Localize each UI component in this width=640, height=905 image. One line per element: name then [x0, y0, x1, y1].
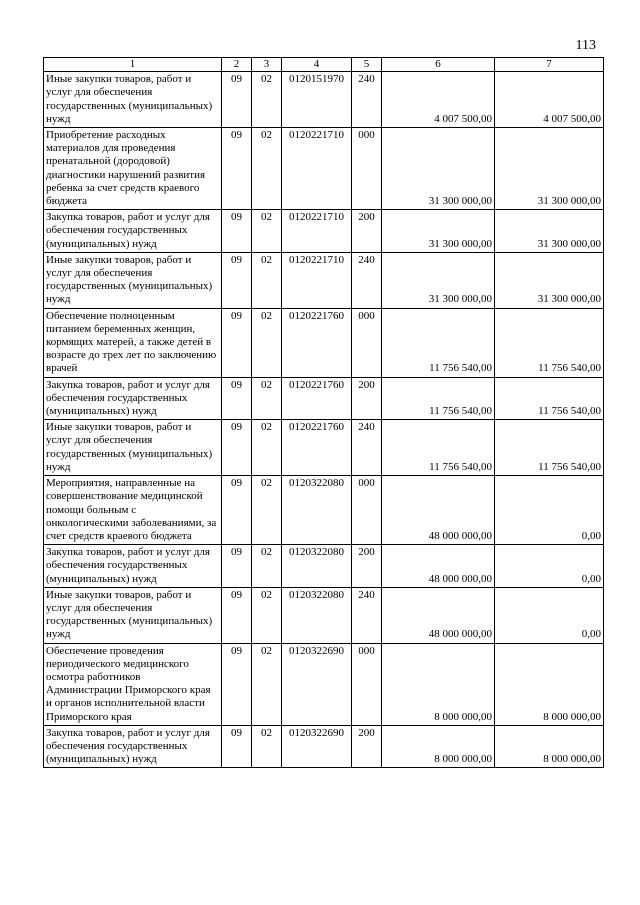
description-cell: Закупка товаров, работ и услуг для обеспечения государственных (муниципальных) нужд [44, 210, 222, 253]
amount-cell: 31 300 000,00 [495, 210, 604, 253]
target-article-cell: 0120221760 [282, 308, 352, 377]
section-code-cell: 09 [222, 128, 252, 210]
table-body [44, 72, 604, 768]
section-code-cell: 09 [222, 643, 252, 725]
amount-cell: 31 300 000,00 [495, 252, 604, 308]
column-header: 1 [44, 58, 222, 72]
expense-type-cell: 200 [352, 725, 382, 768]
subsection-code-cell: 02 [252, 476, 282, 545]
description-cell: Иные закупки товаров, работ и услуг для обеспечения государственных (муниципальных) нужд [44, 252, 222, 308]
subsection-code-cell: 02 [252, 587, 282, 643]
table-row [44, 725, 604, 768]
budget-table [43, 57, 604, 768]
amount-cell: 8 000 000,00 [495, 643, 604, 725]
subsection-code-cell: 02 [252, 545, 282, 588]
expense-type-cell: 240 [352, 420, 382, 476]
section-code-cell: 09 [222, 545, 252, 588]
table-row [44, 587, 604, 643]
target-article-cell: 0120322690 [282, 643, 352, 725]
subsection-code-cell: 02 [252, 420, 282, 476]
subsection-code-cell: 02 [252, 643, 282, 725]
table-row [44, 128, 604, 210]
description-cell: Закупка товаров, работ и услуг для обеспечения государственных (муниципальных) нужд [44, 545, 222, 588]
subsection-code-cell: 02 [252, 377, 282, 420]
table-row [44, 545, 604, 588]
expense-type-cell: 000 [352, 128, 382, 210]
column-header: 2 [222, 58, 252, 72]
amount-cell: 31 300 000,00 [382, 252, 495, 308]
amount-cell: 4 007 500,00 [495, 72, 604, 128]
amount-cell: 11 756 540,00 [495, 420, 604, 476]
amount-cell: 4 007 500,00 [382, 72, 495, 128]
description-cell: Закупка товаров, работ и услуг для обеспечения государственных (муниципальных) нужд [44, 377, 222, 420]
subsection-code-cell: 02 [252, 308, 282, 377]
column-header: 3 [252, 58, 282, 72]
target-article-cell: 0120221710 [282, 128, 352, 210]
section-code-cell: 09 [222, 308, 252, 377]
expense-type-cell: 000 [352, 643, 382, 725]
page-number: 113 [575, 38, 596, 53]
description-cell: Иные закупки товаров, работ и услуг для обеспечения государственных (муниципальных) нужд [44, 420, 222, 476]
section-code-cell: 09 [222, 72, 252, 128]
header-row [44, 58, 604, 72]
amount-cell: 0,00 [495, 545, 604, 588]
target-article-cell: 0120221760 [282, 377, 352, 420]
section-code-cell: 09 [222, 252, 252, 308]
table-row [44, 377, 604, 420]
amount-cell: 48 000 000,00 [382, 476, 495, 545]
section-code-cell: 09 [222, 587, 252, 643]
table-row [44, 420, 604, 476]
table-row [44, 643, 604, 725]
column-header: 6 [382, 58, 495, 72]
table-row [44, 72, 604, 128]
section-code-cell: 09 [222, 725, 252, 768]
amount-cell: 11 756 540,00 [382, 420, 495, 476]
amount-cell: 11 756 540,00 [382, 308, 495, 377]
amount-cell: 31 300 000,00 [382, 210, 495, 253]
target-article-cell: 0120322080 [282, 587, 352, 643]
table-row [44, 308, 604, 377]
amount-cell: 8 000 000,00 [382, 725, 495, 768]
target-article-cell: 0120221760 [282, 420, 352, 476]
amount-cell: 31 300 000,00 [382, 128, 495, 210]
column-header: 5 [352, 58, 382, 72]
description-cell: Обеспечение проведения периодического медицинского осмотра работников Администрации Приморского края и органов исполнительной власти Приморского края [44, 643, 222, 725]
amount-cell: 8 000 000,00 [382, 643, 495, 725]
subsection-code-cell: 02 [252, 725, 282, 768]
target-article-cell: 0120221710 [282, 210, 352, 253]
target-article-cell: 0120151970 [282, 72, 352, 128]
expense-type-cell: 000 [352, 308, 382, 377]
table-row [44, 252, 604, 308]
description-cell: Обеспечение полноценным питанием беременных женщин, кормящих матерей, а также детей в возрасте до трех лет по заключению врачей [44, 308, 222, 377]
subsection-code-cell: 02 [252, 128, 282, 210]
amount-cell: 48 000 000,00 [382, 587, 495, 643]
description-cell: Приобретение расходных материалов для проведения пренатальной (дородовой) диагностики нарушений развития ребенка за счет средств краевого бюджета [44, 128, 222, 210]
description-cell: Мероприятия, направленные на совершенствование медицинской помощи больным с онкологическими заболеваниями, за счет средств краевого бюджета [44, 476, 222, 545]
expense-type-cell: 240 [352, 252, 382, 308]
amount-cell: 8 000 000,00 [495, 725, 604, 768]
subsection-code-cell: 02 [252, 252, 282, 308]
subsection-code-cell: 02 [252, 210, 282, 253]
amount-cell: 31 300 000,00 [495, 128, 604, 210]
section-code-cell: 09 [222, 420, 252, 476]
amount-cell: 11 756 540,00 [495, 308, 604, 377]
section-code-cell: 09 [222, 377, 252, 420]
target-article-cell: 0120322080 [282, 476, 352, 545]
expense-type-cell: 200 [352, 210, 382, 253]
column-header: 4 [282, 58, 352, 72]
description-cell: Закупка товаров, работ и услуг для обеспечения государственных (муниципальных) нужд [44, 725, 222, 768]
description-cell: Иные закупки товаров, работ и услуг для обеспечения государственных (муниципальных) нужд [44, 587, 222, 643]
expense-type-cell: 240 [352, 587, 382, 643]
description-cell: Иные закупки товаров, работ и услуг для обеспечения государственных (муниципальных) нужд [44, 72, 222, 128]
section-code-cell: 09 [222, 476, 252, 545]
amount-cell: 48 000 000,00 [382, 545, 495, 588]
amount-cell: 11 756 540,00 [495, 377, 604, 420]
amount-cell: 0,00 [495, 476, 604, 545]
amount-cell: 0,00 [495, 587, 604, 643]
expense-type-cell: 200 [352, 545, 382, 588]
amount-cell: 11 756 540,00 [382, 377, 495, 420]
table-row [44, 476, 604, 545]
expense-type-cell: 000 [352, 476, 382, 545]
subsection-code-cell: 02 [252, 72, 282, 128]
target-article-cell: 0120322080 [282, 545, 352, 588]
expense-type-cell: 200 [352, 377, 382, 420]
section-code-cell: 09 [222, 210, 252, 253]
target-article-cell: 0120322690 [282, 725, 352, 768]
column-header: 7 [495, 58, 604, 72]
table-row [44, 210, 604, 253]
expense-type-cell: 240 [352, 72, 382, 128]
target-article-cell: 0120221710 [282, 252, 352, 308]
